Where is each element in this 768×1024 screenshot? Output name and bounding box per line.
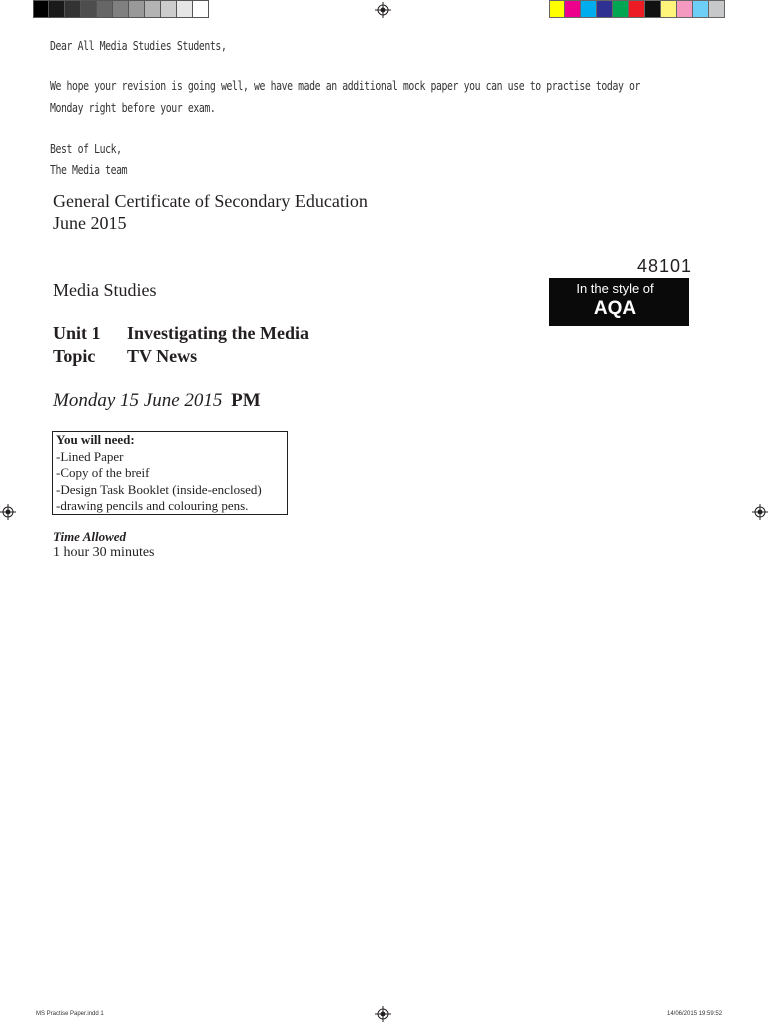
- registration-mark-icon: [752, 504, 768, 520]
- color-swatch: [65, 0, 81, 18]
- letter-signature: The Media team: [50, 163, 128, 177]
- exam-date-text: Monday 15 June 2015: [53, 390, 223, 411]
- board-name: AQA: [593, 298, 637, 319]
- color-swatch: [629, 0, 645, 18]
- color-swatch: [161, 0, 177, 18]
- letter-body-line: Monday right before your exam.: [50, 101, 216, 115]
- exam-board-badge: [549, 278, 689, 326]
- time-allowed-label: Time Allowed: [53, 529, 127, 544]
- exam-session: PM: [231, 390, 261, 411]
- color-swatch: [193, 0, 209, 18]
- topic-title: TV News: [127, 346, 198, 366]
- materials-item: -Lined Paper: [56, 448, 124, 464]
- materials-box: [52, 431, 288, 515]
- topic-label: Topic: [53, 346, 96, 366]
- footer-file-name: MS Practise Paper.indd 1: [36, 1011, 104, 1017]
- color-swatch: [581, 0, 597, 18]
- paper-code: 48101: [637, 256, 693, 276]
- unit-row: [53, 323, 309, 344]
- color-swatch: [645, 0, 661, 18]
- materials-heading: You will need:: [56, 432, 135, 447]
- unit-label: Unit 1: [53, 323, 101, 343]
- color-swatch: [693, 0, 709, 18]
- registration-mark-icon: [375, 2, 391, 18]
- exam-date: [53, 390, 261, 412]
- materials-item: -Design Task Booklet (inside-enclosed): [56, 481, 262, 497]
- color-swatch: [97, 0, 113, 18]
- color-swatch: [661, 0, 677, 18]
- unit-title: Investigating the Media: [127, 323, 309, 343]
- board-style-label: In the style of: [576, 281, 654, 296]
- letter-greeting: Dear All Media Studies Students,: [50, 39, 227, 53]
- grayscale-color-bar: [33, 0, 209, 18]
- color-swatch: [677, 0, 693, 18]
- process-color-bar: [549, 0, 725, 18]
- letter-body-line: We hope your revision is going well, we have made an additional mock paper you can use to practise today or: [50, 79, 641, 93]
- materials-item: -drawing pencils and colouring pens.: [56, 498, 249, 513]
- color-swatch: [113, 0, 129, 18]
- time-allowed-value: 1 hour 30 minutes: [53, 545, 155, 560]
- color-swatch: [145, 0, 161, 18]
- color-swatch: [709, 0, 725, 18]
- color-swatch: [177, 0, 193, 18]
- qualification-title: General Certificate of Secondary Education: [53, 191, 368, 211]
- color-swatch: [33, 0, 49, 18]
- color-swatch: [597, 0, 613, 18]
- letter-signoff: Best of Luck,: [50, 142, 122, 156]
- color-swatch: [129, 0, 145, 18]
- subject-title: Media Studies: [53, 280, 157, 300]
- exam-series: June 2015: [53, 213, 127, 233]
- footer-timestamp: 14/06/2015 19:59:52: [667, 1011, 723, 1017]
- color-swatch: [49, 0, 65, 18]
- color-swatch: [565, 0, 581, 18]
- registration-mark-icon: [375, 1006, 391, 1022]
- topic-row: [53, 346, 197, 367]
- color-swatch: [81, 0, 97, 18]
- materials-item: -Copy of the breif: [56, 465, 150, 480]
- color-swatch: [613, 0, 629, 18]
- registration-mark-icon: [0, 504, 16, 520]
- color-swatch: [549, 0, 565, 18]
